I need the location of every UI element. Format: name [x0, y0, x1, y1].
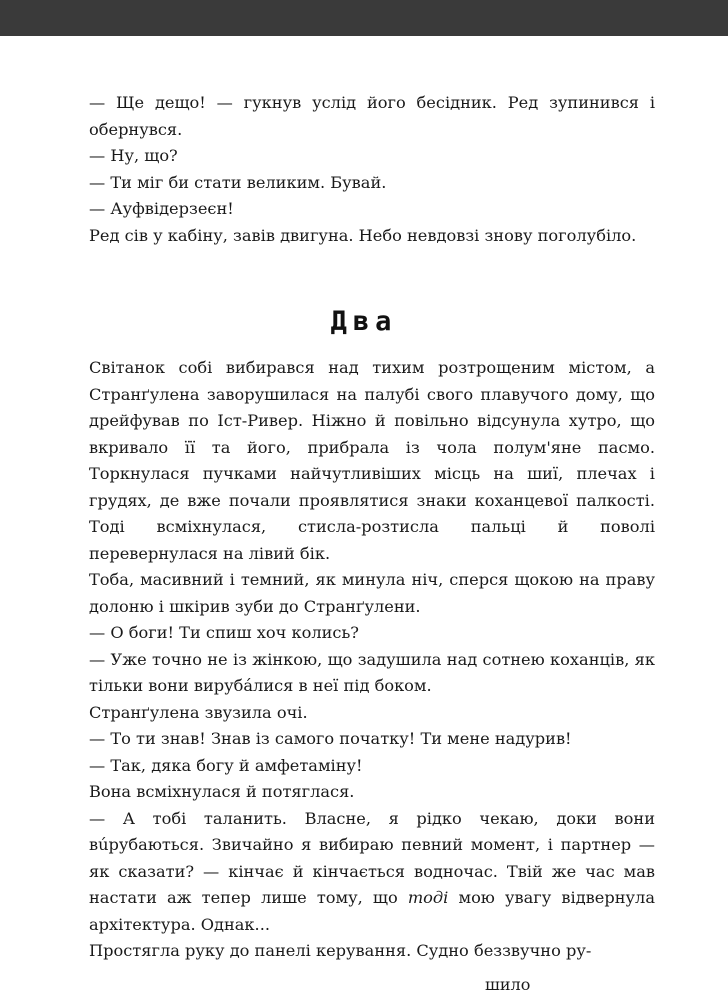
text-block-intro — [89, 90, 655, 249]
paragraph: Простягла руку до панелі керування. Судно беззвучно ру- — [89, 941, 592, 960]
paragraph: — То ти знав! Знав із самого початку! Ти мене надурив! — [89, 729, 572, 748]
paragraph: Ред сів у кабіну, завів двигуна. Небо невдовзі знову поголубіло. — [89, 225, 637, 245]
chapter-heading: Два — [330, 306, 398, 337]
paragraph: — Ну, що? — [89, 146, 178, 165]
paragraph — [89, 806, 655, 939]
paragraph-text: мою увагу відвернула архітектура. Однак... — [89, 888, 655, 934]
paragraph: — Уже точно не із жінкою, що задушила над сотнею коханців, як тільки вони вирубáлися в неї під боком. — [89, 649, 655, 695]
paragraph: — О боги! Ти спиш хоч колись? — [89, 623, 359, 642]
paragraph-text: — А тобі таланить. Власне, я рідко чекаю, доки вони вúрубаються. Звичайно я вибираю певний момент, і партнер — як сказати? — кінчає й кінчається водночас. Твій же час мав настати аж тепер лише тому, що — [89, 808, 655, 907]
paragraph: Вона всміхнулася й потяглася. — [89, 782, 355, 801]
emphasis-text: тоді — [407, 888, 449, 907]
paragraph: Странґулена звузила очі. — [89, 702, 308, 722]
paragraph: — Ще дещо! — гукнув услід його бесідник. Ред зупинився і обернувся. — [89, 93, 655, 139]
paragraph: — Ти міг би стати великим. Бувай. — [89, 172, 387, 192]
top-border-bar — [0, 0, 728, 36]
text-block-chapter — [89, 355, 655, 965]
paragraph: Тоба, масивний і темний, як минула ніч, сперся щокою на праву долоню і шкірив зуби до Странґулени. — [89, 570, 655, 616]
cut-off-word: шило — [485, 975, 531, 994]
cut-off-text — [485, 975, 549, 1000]
paragraph: Світанок собі вибирався над тихим розтрощеним містом, а Странґулена заворушилася на палубі свого плавучого дому, що дрейфував по Іст-Ривер. Ніжно й повільно відсунула хутро, що вкривало її та його, прибрала із чола полум'яне пасмо. Торкнулася пучками найчутливіших місць на шиї, плечах і грудях, де вже почали проявлятися знаки коханцевої палкості. Тоді всміхнулася, стисла-розтисла пальці й поволі перевернулася на лівий бік. — [89, 358, 655, 563]
paragraph: — Так, дяка богу й амфетаміну! — [89, 755, 363, 775]
paragraph: — Ауфвідерзеєн! — [89, 199, 234, 218]
